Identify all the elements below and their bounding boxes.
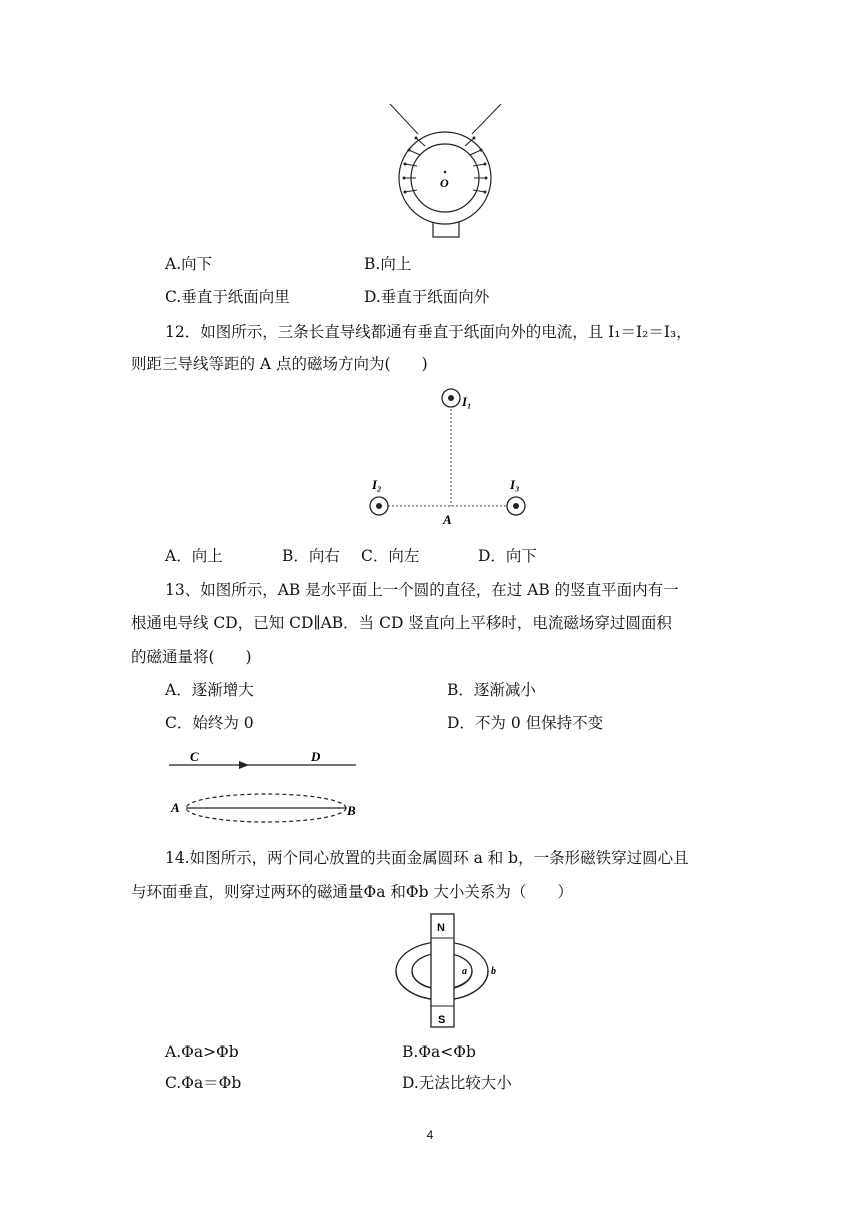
wire-i3-current-out-icon	[507, 497, 525, 515]
label-d: D	[311, 749, 321, 764]
q13-option-b: B．逐渐减小	[447, 681, 536, 699]
center-label-o: O	[440, 176, 449, 190]
wire-i2-current-out-icon	[370, 497, 388, 515]
label-a: A	[443, 512, 452, 527]
q13-option-d: D．不为 0 但保持不变	[447, 714, 604, 732]
q14-option-c: C.Φa＝Φb	[165, 1074, 242, 1092]
q14-stem-line2: 与环面垂直，则穿过两环的磁通量Φa 和Φb 大小关系为（ ）	[131, 883, 573, 901]
q13-stem-line1: 13、如图所示，AB 是水平面上一个圆的直径，在过 AB 的竖直平面内有一	[165, 581, 679, 599]
q13-option-a: A．逐渐增大	[165, 681, 254, 699]
wire-i1-current-out-icon	[442, 389, 460, 407]
page-number: 4	[426, 1128, 434, 1142]
q14-option-d: D.无法比较大小	[402, 1074, 512, 1092]
ring-coil-figure	[385, 100, 505, 240]
ring-b-label: b	[491, 966, 496, 977]
q14-stem-line1: 14.如图所示，两个同心放置的共面金属圆环 a 和 b，一条形磁铁穿过圆心且	[165, 849, 689, 867]
q12-option-d: D．向下	[478, 547, 537, 565]
ring-a-label: a	[462, 966, 467, 977]
q14-option-a: A.Φa>Φb	[165, 1043, 239, 1061]
label-i1: I₁	[462, 394, 472, 409]
q11-option-c: C.垂直于纸面向里	[165, 288, 290, 306]
q11-option-a: A.向下	[165, 255, 213, 273]
label-i3: I₃	[510, 477, 520, 492]
q13-stem-line2: 根通电导线 CD，已知 CD∥AB．当 CD 竖直向上平移时，电流磁场穿过圆面积	[131, 614, 672, 632]
label-c: C	[190, 749, 199, 764]
three-wires-figure	[360, 385, 540, 530]
magnet-n-label: N	[437, 922, 445, 934]
q11-option-b: B.向上	[364, 255, 412, 273]
magnet-rings-figure	[390, 910, 510, 1032]
q14-option-b: B.Φa<Φb	[402, 1043, 476, 1061]
q12-stem-line1: 12．如图所示，三条长直导线都通有垂直于纸面向外的电流，且 I₁＝I₂＝I₃，	[165, 323, 692, 341]
label-i2: I₂	[372, 477, 382, 492]
label-b-diameter: B	[347, 803, 356, 818]
q11-option-d: D.垂直于纸面向外	[364, 288, 490, 306]
wire-circle-figure	[165, 745, 365, 830]
q13-stem-line3: 的磁通量将( )	[131, 648, 252, 666]
label-a-diameter: A	[171, 800, 180, 815]
q12-option-c: C．向左	[361, 547, 420, 565]
q12-stem-line2: 则距三导线等距的 A 点的磁场方向为( )	[131, 355, 428, 373]
magnet-s-label: S	[438, 1014, 446, 1026]
q13-option-c: C．始终为 0	[165, 714, 254, 732]
q12-option-a: A．向上	[165, 547, 223, 565]
q12-option-b: B．向右	[282, 547, 340, 565]
